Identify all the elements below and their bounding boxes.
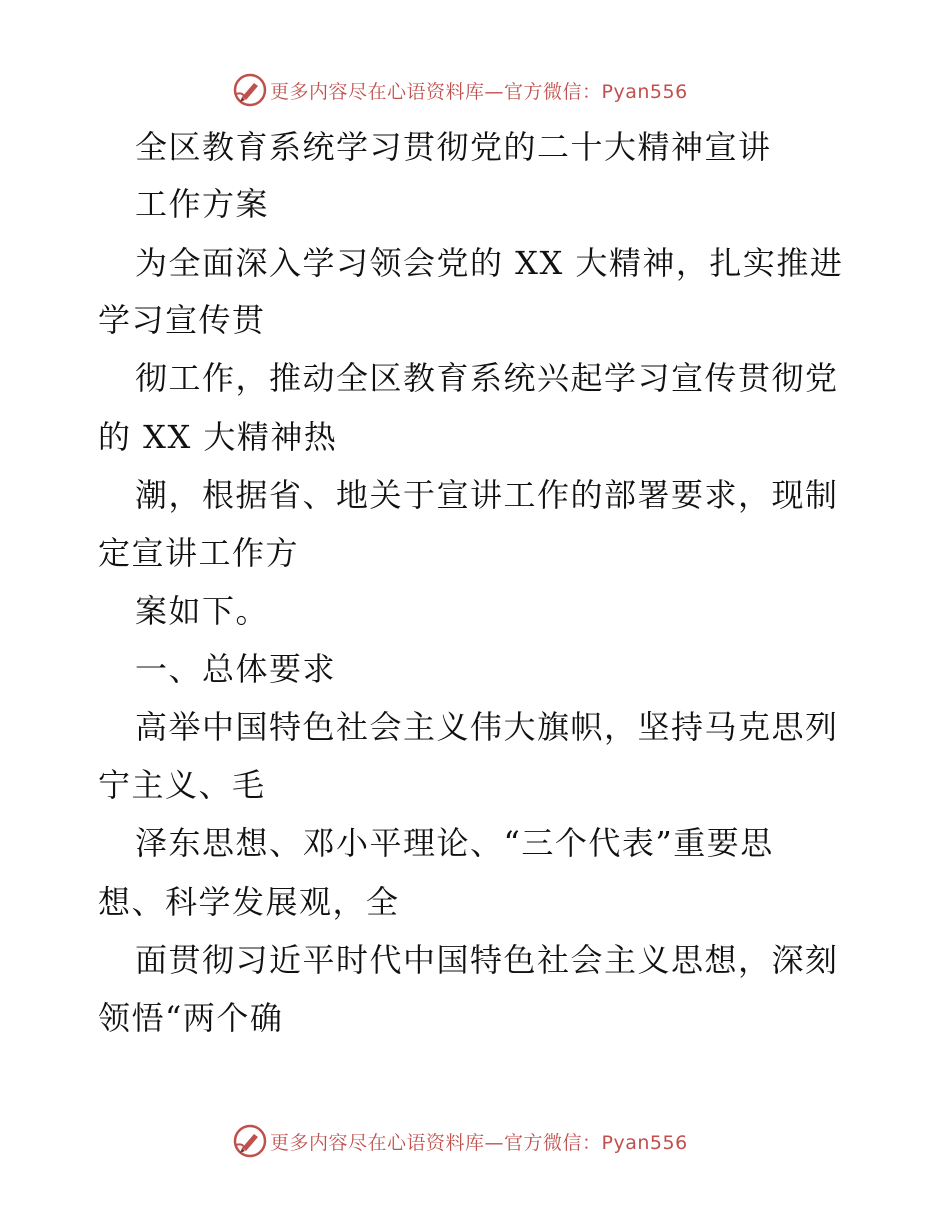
doc-text-line: 想、科学发展观，全: [98, 883, 400, 921]
section-heading: 一、总体要求: [135, 650, 337, 688]
doc-title-line-2: 工作方案: [135, 185, 270, 223]
pen-logo-icon: [232, 72, 268, 108]
doc-text-line: 潮，根据省、地关于宣讲工作的部署要求，现制: [135, 476, 839, 514]
doc-text-line: 面贯彻习近平时代中国特色社会主义思想，深刻: [135, 941, 839, 979]
doc-text-line: 学习宣传贯: [98, 301, 266, 339]
footer-watermark: [232, 1123, 688, 1159]
doc-text-line: 泽东思想、邓小平理论、“三个代表”重要思: [135, 824, 774, 862]
doc-text-line: 高举中国特色社会主义伟大旗帜，坚持马克思列: [135, 708, 839, 746]
doc-text-line: 定宣讲工作方: [98, 534, 300, 572]
pen-logo-icon: [232, 1123, 268, 1159]
doc-text-line: 彻工作，推动全区教育系统兴起学习宣传贯彻党: [135, 359, 839, 397]
doc-text-line: 的 XX 大精神热: [98, 418, 338, 456]
doc-text-line: 案如下。: [135, 592, 270, 630]
doc-text-line: 宁主义、毛: [98, 766, 266, 804]
doc-title-line-1: 全区教育系统学习贯彻党的二十大精神宣讲: [135, 128, 772, 166]
doc-text-line: 领悟“两个确: [98, 999, 284, 1037]
watermark-text: 更多内容尽在心语资料库—官方微信：Pyan556: [270, 80, 688, 103]
watermark-text: 更多内容尽在心语资料库—官方微信：Pyan556: [270, 1131, 688, 1154]
header-watermark: [232, 72, 688, 108]
doc-text-line: 为全面深入学习领会党的 XX 大精神，扎实推进: [135, 244, 844, 282]
